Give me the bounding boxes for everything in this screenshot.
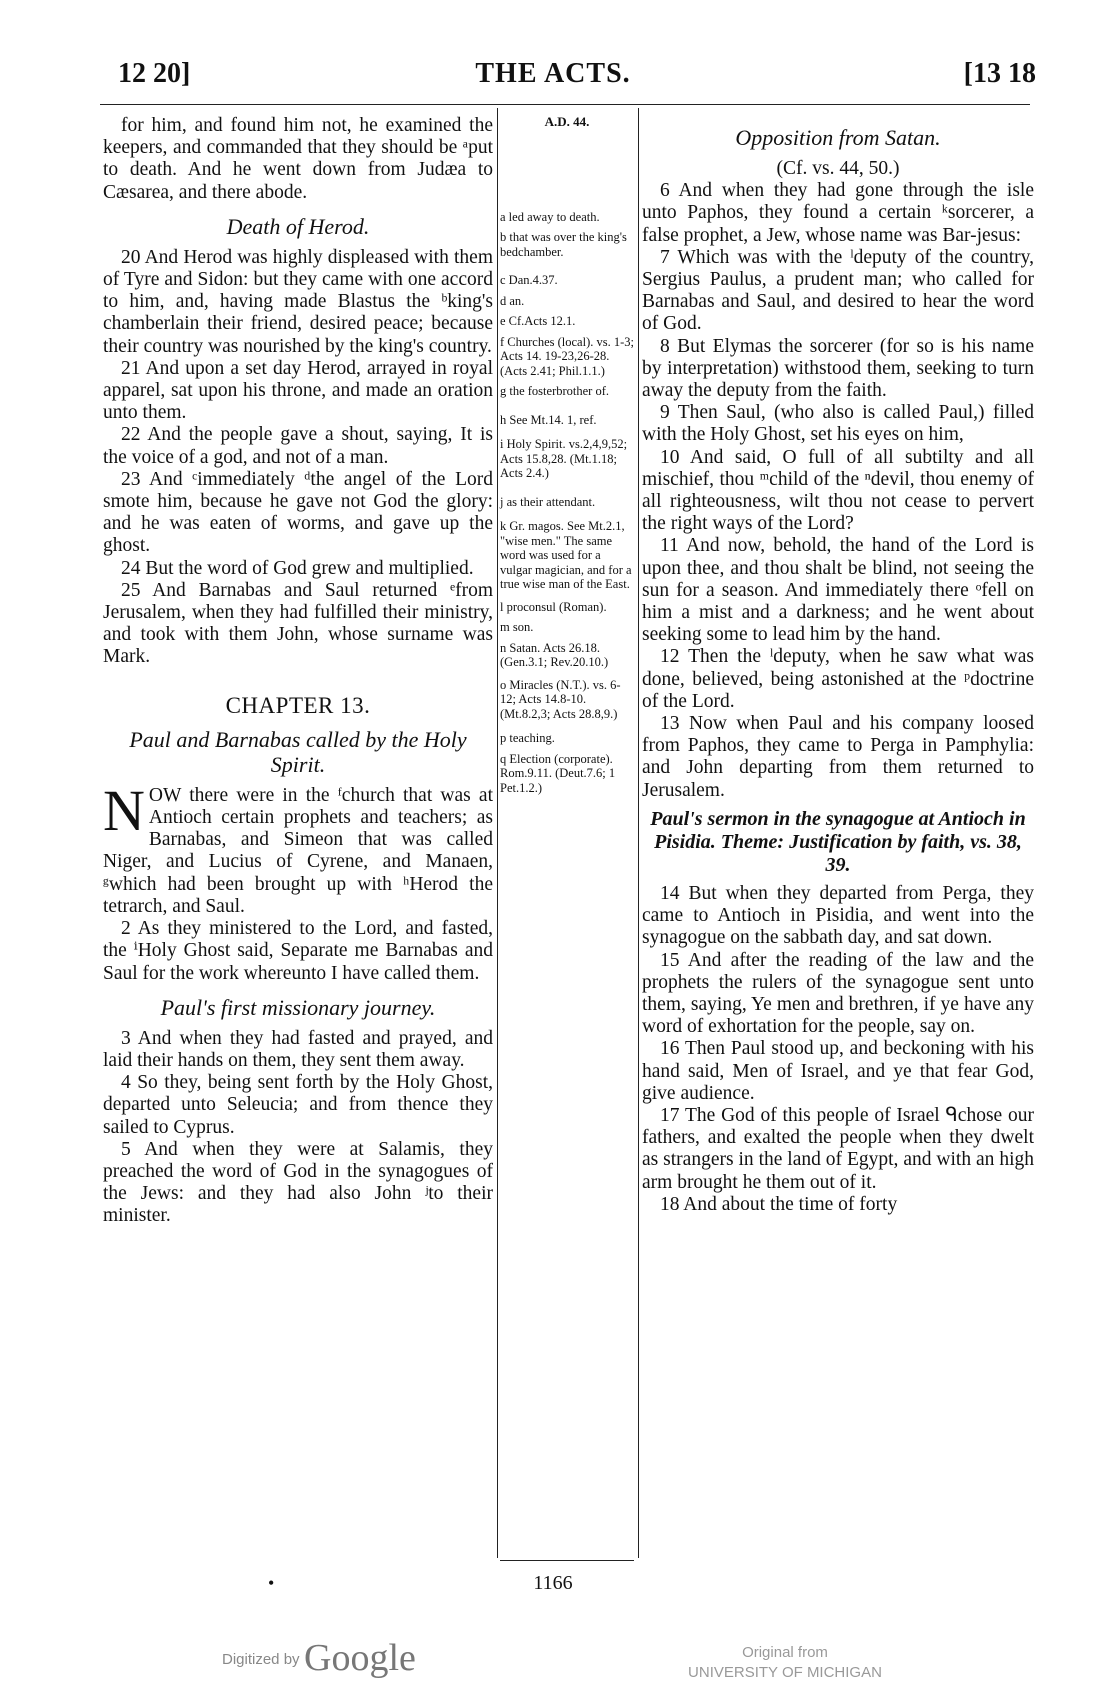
margin-note: c Dan.4.37. [500, 273, 558, 287]
verse-paragraph: 17 The God of this people of Israel ᑫchose our fathers, and exalted the people when they dwelt as strangers in the land of Egypt, and with an high arm brought he them out of it. [642, 1104, 1034, 1193]
margin-note: k Gr. magos. See Mt.2.1, "wise men." The same word was used for a vulgar magician, and for a true wise man of the East. [500, 519, 632, 591]
verse-paragraph: 10 And said, O full of all subtilty and all mischief, thou ᵐchild of the ⁿdevil, thou enemy of all righteousness, wilt thou not cease to pervert the right ways of the Lord? [642, 446, 1034, 535]
cross-reference: (Cf. vs. 44, 50.) [776, 158, 900, 179]
source-watermark [660, 1643, 910, 1683]
margin-note: g the fosterbrother of. [500, 384, 609, 398]
page-dot: • [268, 1573, 275, 1593]
notes-bottom-rule [500, 1560, 634, 1561]
verse-paragraph: 9 Then Saul, (who also is called Paul,) filled with the Holy Ghost, set his eyes on him, [642, 402, 1034, 446]
year-marker: A.D. 44. [544, 114, 590, 129]
google-logo: Google [304, 1637, 416, 1679]
verse-paragraph: 7 Which was with the ˡdeputy of the country, Sergius Paulus, a prudent man; who called for Barnabas and Saul, and desired to hear the word of God. [642, 246, 1034, 335]
verse-paragraph: 18 And about the time of forty [660, 1193, 898, 1215]
margin-note: m son. [500, 620, 534, 634]
margin-note: i Holy Spirit. vs.2,4,9,52; Acts 15.8,28. (Mt.1.18; Acts 2.4.) [500, 437, 628, 480]
left-text-column [103, 115, 493, 1228]
verse-paragraph: 11 And now, behold, the hand of the Lord is upon thee, and thou shalt be blind, not seeing the sun for a season. And immediately there ᵒfell on him a mist and a darkness; and he went about seeking some to lead him by the hand. [642, 535, 1034, 646]
verse-paragraph: 22 And the people gave a shout, saying, It is the voice of a god, and not of a man. [103, 424, 493, 468]
margin-note: j as their attendant. [500, 494, 596, 509]
verse-paragraph: 23 And ᶜimmediately ᵈthe angel of the Lord smote him, because he gave not God the glory: and he was eaten of worms, and gave up the ghost. [103, 468, 493, 557]
margin-note: n Satan. Acts 26.18. (Gen.3.1; Rev.20.10.) [500, 640, 609, 669]
verse-paragraph: 20 And Herod was highly displeased with them of Tyre and Sidon: but they came with one accord to him, and, having made Blastus the ᵇking's chamberlain their friend, desired peace; because their country was nourished by the king's country. [103, 246, 493, 357]
column-divider-left [497, 108, 498, 1558]
verse-paragraph: 4 So they, being sent forth by the Holy Ghost, departed unto Seleucia; and from thence they sailed to Cyprus. [103, 1072, 493, 1138]
margin-note: h See Mt.14. 1, ref. [500, 412, 597, 427]
margin-note: p teaching. [500, 731, 555, 745]
digitized-by-watermark [222, 1636, 416, 1680]
verse-paragraph [103, 777, 493, 918]
verse-paragraph: 16 Then Paul stood up, and beckoning with his hand said, Men of Israel, and ye that fear God, give audience. [642, 1038, 1034, 1104]
verse-paragraph: 3 And when they had fasted and prayed, and laid their hands on them, they sent them away. [103, 1027, 493, 1071]
section-heading: Paul's first missionary journey. [160, 994, 436, 1020]
margin-note: a led away to death. [500, 209, 600, 224]
section-heading: Death of Herod. [226, 213, 370, 239]
verse-paragraph: 13 Now when Paul and his company loosed from Paphos, they came to Perga in Pamphylia: and John departing from them returned to Jerusalem. [642, 713, 1034, 801]
margin-note: e Cf.Acts 12.1. [500, 314, 576, 328]
verse-paragraph: 2 As they ministered to the Lord, and fasted, the ⁱHoly Ghost said, Separate me Barnabas and Saul for the work whereunto I have called them. [103, 918, 493, 984]
margin-note: d an. [500, 293, 525, 308]
verse-paragraph: 15 And after the reading of the law and the prophets the rulers of the synagogue sent unto them, saying, Ye men and brethren, if ye have any word of exhortation for the people, say on. [642, 949, 1034, 1038]
margin-note: b that was over the king's bedchamber. [500, 230, 627, 259]
verse-paragraph: 12 Then the ˡdeputy, when he saw what was done, believed, being astonished at the ᵖdoctrine of the Lord. [642, 646, 1034, 712]
margin-note: f Churches (local). vs. 1-3; Acts 14. 19-23,26-28. (Acts 2.41; Phil.1.1.) [500, 334, 634, 378]
header-rule [100, 104, 1030, 105]
chapter-title: CHAPTER 13. [225, 692, 371, 718]
verse-paragraph: 5 And when they were at Salamis, they preached the word of God in the synagogues of the Jews: and they had also John ʲto their minister. [103, 1138, 493, 1227]
drop-cap: N [103, 777, 145, 843]
header-verse-right: [13 18 [963, 58, 1036, 89]
section-heading: Paul's sermon in the synagogue at Antioch in Pisidia. Theme: Justification by faith, vs. 38, 39. [650, 807, 1026, 876]
verse-paragraph: 8 But Elymas the sorcerer (for so is his name by interpretation) withstood them, seeking to turn away the deputy from the faith. [642, 335, 1034, 402]
verse-paragraph: 6 And when they had gone through the isle unto Paphos, they found a certain ᵏsorcerer, a false prophet, a Jew, whose name was Bar-jesus: [642, 180, 1034, 246]
header-book-title: THE ACTS. [475, 58, 631, 89]
verse-paragraph: for him, and found him not, he examined the keepers, and commanded that they should be ᵃput to death. And he went down from Judæa to Cæsarea, and there abode. [103, 115, 493, 203]
section-heading: Opposition from Satan. [735, 125, 941, 150]
verse-paragraph: 21 And upon a set day Herod, arrayed in royal apparel, sat upon his throne, and made an oration unto them. [103, 357, 493, 424]
verse-paragraph: 25 And Barnabas and Saul returned ᵉfrom Jerusalem, when they had fulfilled their ministry, and took with them John, whose surname was Mark. [103, 579, 493, 668]
verse-text: OW there were in the ᶠchurch that was at Antioch certain prophets and teachers; as Barnabas, and Simeon that was called Niger, and Lucius of Cyrene, and Manaen, ᵍwhich had been brought up with ʰHerod the tetrarch, and Saul. [103, 784, 493, 917]
right-text-column [642, 115, 1034, 1216]
source-library: UNIVERSITY OF MICHIGAN [688, 1664, 882, 1681]
page-number: 1166 [533, 1572, 573, 1594]
margin-note: l proconsul (Roman). [500, 599, 607, 614]
header-verse-left: 12 20] [118, 58, 191, 89]
verse-paragraph: 24 But the word of God grew and multiplied. [121, 557, 474, 579]
verse-paragraph: 14 But when they departed from Perga, they came to Antioch in Pisidia, and went into the synagogue on the sabbath day, and sat down. [642, 882, 1034, 949]
section-heading: Paul and Barnabas called by the Holy Spirit. [129, 726, 467, 777]
margin-note: o Miracles (N.T.). vs. 6-12; Acts 14.8-10. (Mt.8.2,3; Acts 28.8,9.) [500, 677, 621, 721]
column-divider-right [638, 108, 639, 1558]
margin-note: q Election (corporate). Rom.9.11. (Deut.7.6; 1 Pet.1.2.) [500, 751, 616, 795]
digitized-by-label: Digitized by [222, 1651, 300, 1668]
margin-notes-column [500, 115, 634, 801]
original-from-label: Original from [742, 1644, 828, 1661]
